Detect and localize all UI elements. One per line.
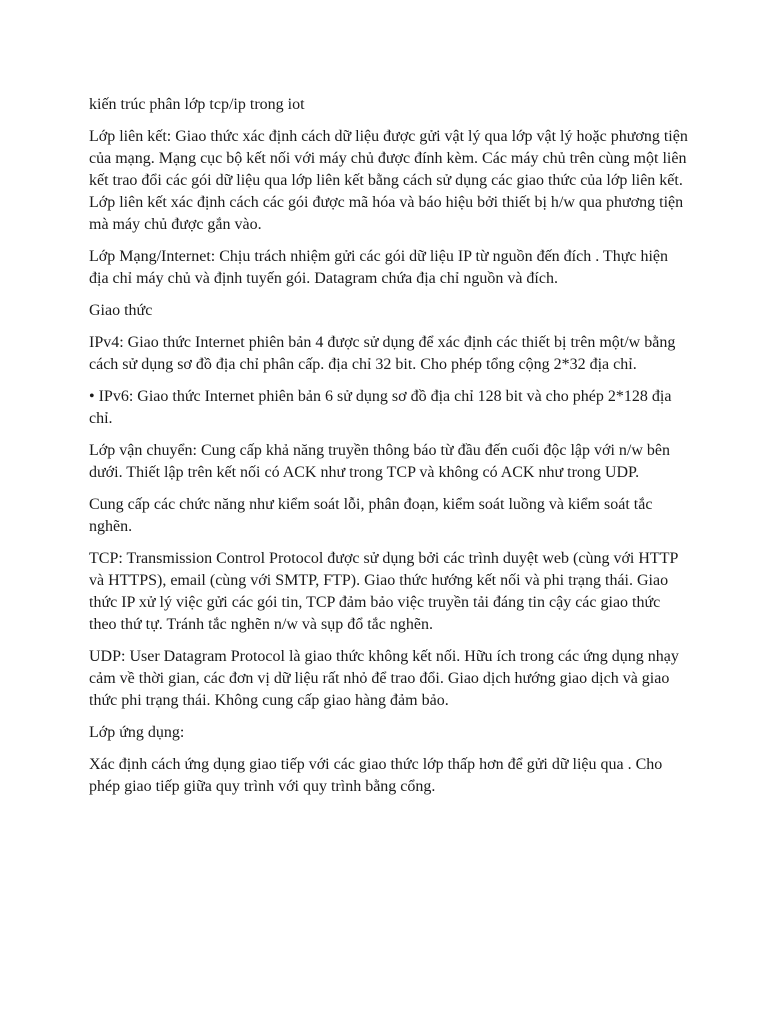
paragraph-ipv4: IPv4: Giao thức Internet phiên bản 4 được sử dụng để xác định các thiết bị trên một/w bằng cách sử dụng sơ đồ địa chỉ phân cấp. địa chỉ 32 bit. Cho phép tổng cộng 2*32 địa chỉ. <box>89 334 676 373</box>
paragraph-link-layer: Lớp liên kết: Giao thức xác định cách dữ liệu được gửi vật lý qua lớp vật lý hoặc phương tiện của mạng. Mạng cục bộ kết nối với máy chủ được đính kèm. Các máy chủ trên cùng một liên kết trao đổi các gói dữ liệu qua lớp liên kết bằng cách sử dụng các giao thức của lớp liên kết. Lớp liên kết xác định cách các gói được mã hóa và báo hiệu bởi thiết bị h/w qua phương tiện mà máy chủ được gắn vào. <box>89 128 688 233</box>
paragraph-protocols-heading: Giao thức <box>89 302 153 319</box>
paragraph-network-layer: Lớp Mạng/Internet: Chịu trách nhiệm gửi các gói dữ liệu IP từ nguồn đến đích . Thực hiện địa chỉ máy chủ và định tuyến gói. Datagram chứa địa chỉ nguồn và đích. <box>89 248 669 287</box>
paragraph-application-heading: Lớp ứng dụng: <box>89 724 185 741</box>
paragraph-transport-functions: Cung cấp các chức năng như kiểm soát lỗi, phân đoạn, kiểm soát luồng và kiểm soát tắc nghẽn. <box>89 496 653 535</box>
paragraph-tcp: TCP: Transmission Control Protocol được sử dụng bởi các trình duyệt web (cùng với HTTP và HTTPS), email (cùng với SMTP, FTP). Giao thức hướng kết nối và phi trạng thái. Giao thức IP xử lý việc gửi các gói tin, TCP đảm bảo việc truyền tải đáng tin cậy các giao thức theo thứ tự. Tránh tắc nghẽn n/w và sụp đổ tắc nghẽn. <box>89 550 678 633</box>
paragraph-ipv6: • IPv6: Giao thức Internet phiên bản 6 sử dụng sơ đồ địa chỉ 128 bit và cho phép 2*128 địa chỉ. <box>89 388 672 427</box>
paragraph-udp: UDP: User Datagram Protocol là giao thức không kết nối. Hữu ích trong các ứng dụng nhạy cảm về thời gian, các đơn vị dữ liệu rất nhỏ để trao đổi. Giao dịch hướng giao dịch và giao thức phi trạng thái. Không cung cấp giao hàng đảm bảo. <box>89 648 679 709</box>
paragraph-transport-layer: Lớp vận chuyển: Cung cấp khả năng truyền thông báo từ đầu đến cuối độc lập với n/w bên dưới. Thiết lập trên kết nối có ACK như trong TCP và không có ACK như trong UDP. <box>89 442 671 481</box>
paragraph-application-layer: Xác định cách ứng dụng giao tiếp với các giao thức lớp thấp hơn để gửi dữ liệu qua . Cho phép giao tiếp giữa quy trình với quy trình bằng cổng. <box>89 756 663 795</box>
document-page <box>89 94 689 808</box>
document-title: kiến trúc phân lớp tcp/ip trong iot <box>89 96 305 113</box>
